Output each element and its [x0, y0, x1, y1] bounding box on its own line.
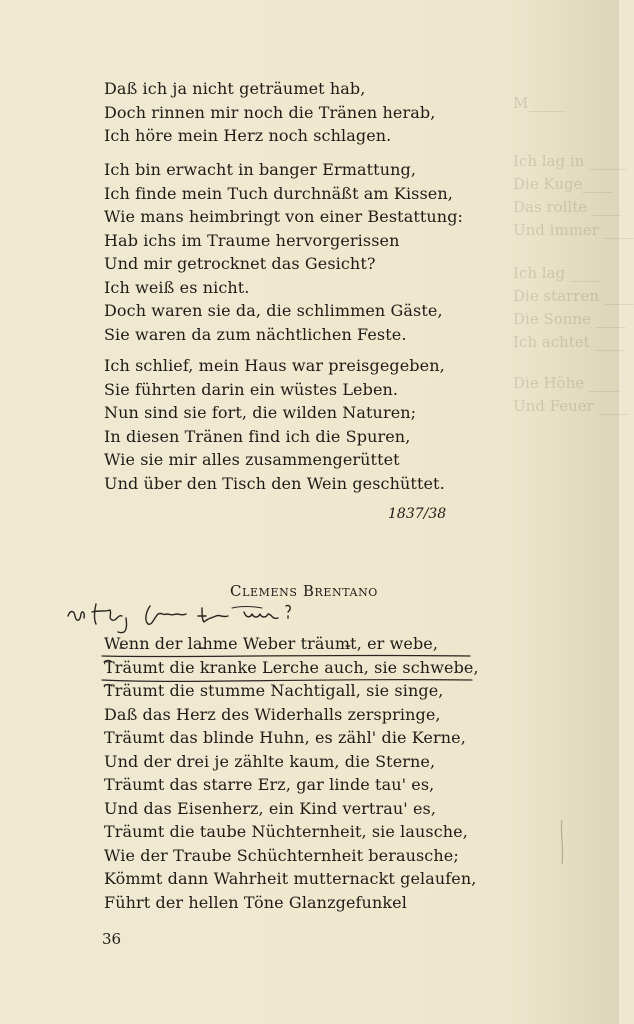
verse-line: Ich weiß es nicht.	[104, 277, 250, 297]
verse-line: Und der drei je zählte kaum, die Sterne,	[104, 751, 436, 771]
verse-line: Sie führten darin ein wüstes Leben.	[104, 379, 399, 399]
verse-line: Wenn der lahme Weber träumt, er webe,	[104, 634, 439, 653]
verse-line: Hab ichs im Traume hervorgerissen	[104, 230, 400, 250]
verse-line: Träumt die kranke Lerche auch, sie schwebe,	[104, 657, 479, 677]
handwritten-underlines	[100, 640, 480, 702]
verse-line: Führt der hellen Töne Glanzgefunkel	[104, 892, 407, 912]
verse-line: Doch rinnen mir noch die Tränen herab,	[104, 102, 436, 122]
author-heading: Clemens Brentano	[230, 582, 378, 600]
verse-line: Träumt das starre Erz, gar linde tau' es,	[104, 775, 435, 794]
verse-line: Und das Eisenherz, ein Kind vertrau' es,	[104, 798, 437, 818]
verse-line: Kömmt dann Wahrheit mutternackt gelaufen,	[104, 869, 477, 888]
stanza-1	[104, 77, 524, 148]
poem-date: 1837/38	[388, 506, 447, 522]
verse-line: Ich schlief, mein Haus war preisgegeben,	[104, 356, 445, 375]
verse-line: Doch waren sie da, die schlimmen Gäste,	[104, 301, 443, 320]
verse-line: Nun sind sie fort, die wilden Naturen;	[104, 403, 417, 422]
verse-line: Daß das Herz des Widerhalls zerspringe,	[104, 704, 441, 724]
verse-line: Träumt die taube Nüchternheit, sie lausche,	[104, 822, 468, 841]
verse-line: Und mir getrocknet das Gesicht?	[104, 254, 376, 273]
verse-line: Wie mans heimbringt von einer Bestattung:	[104, 207, 464, 226]
verse-line: Und über den Tisch den Wein geschüttet.	[104, 473, 445, 493]
verse-line: Ich höre mein Herz noch schlagen.	[104, 126, 392, 145]
verse-line: Ich bin erwacht in banger Ermattung,	[104, 160, 417, 179]
verse-line: Sie waren da zum nächtlichen Feste.	[104, 324, 407, 344]
stanza-2	[104, 158, 524, 346]
verse-line: Ich finde mein Tuch durchnäßt am Kissen,	[104, 183, 453, 203]
verse-line: Wie sie mir alles zusammengerüttet	[104, 450, 400, 469]
stanza-3	[104, 354, 524, 495]
verse-line: Wie der Traube Schüchternheit berausche;	[104, 845, 459, 865]
verse-line: In diesen Tränen find ich die Spuren,	[104, 426, 411, 446]
page-number: 36	[102, 930, 122, 948]
verse-line: Träumt das blinde Huhn, es zähl' die Kerne,	[104, 728, 466, 747]
bleed-through-text: M_____ Ich lag in _____ Die Kuge____ Das rollte ____ Und immer ____ Ich lag ____ Die starren ____ Die Sonne ____ Ich achtet ____ Die Höhe ____ Und Feuer ____	[499, 0, 619, 1024]
verse-line: Daß ich ja nicht geträumet hab,	[104, 79, 366, 98]
margin-mark	[552, 818, 572, 866]
verse-line: Träumt die stumme Nachtigall, sie singe,	[104, 681, 444, 700]
